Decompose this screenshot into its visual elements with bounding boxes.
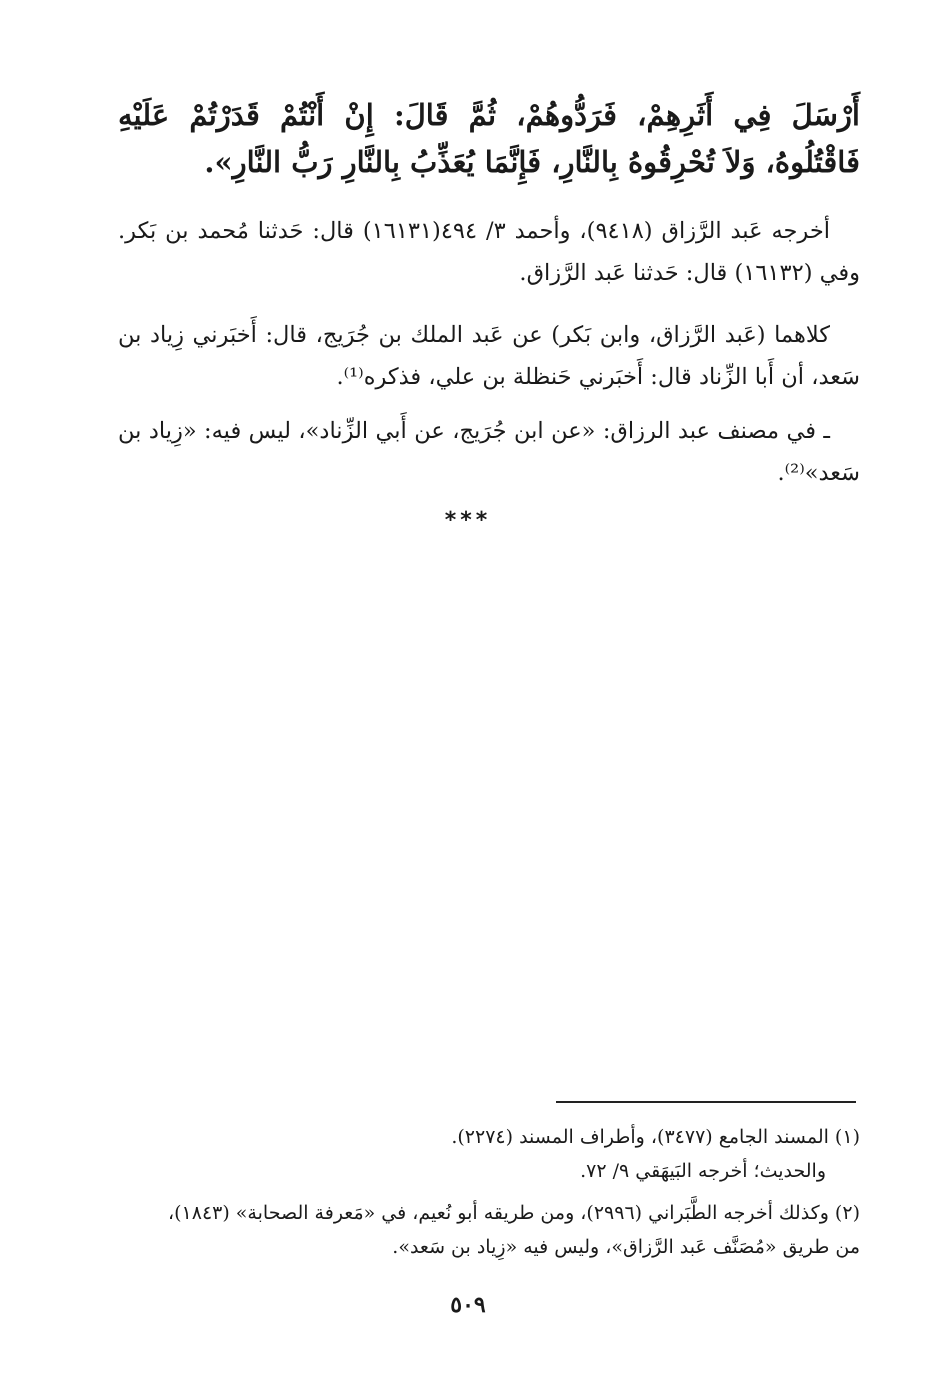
hadith-text xyxy=(118,92,860,186)
footnote-2-line-2: من طريق «مُصَنَّف عَبد الرَّزاق»، وليس فيه «زِياد بن سَعد». xyxy=(392,1236,860,1258)
footnote-divider xyxy=(556,1101,856,1103)
takhrij-paragraph xyxy=(118,210,860,294)
paragraph-3: ـ في مصنف عبد الرزاق: «عن ابن جُرَيج، عن أَبي الزِّناد»، ليس فيه: «زِياد بن سَعد»⁽²⁾. xyxy=(118,418,860,486)
footnote-1-line-2: والحديث؛ أخرجه البَيهَقي ٩/ ٧٢. xyxy=(580,1160,826,1182)
note-paragraph xyxy=(118,410,860,494)
paragraph-1: أخرجه عَبد الرَّزاق (٩٤١٨)، وأحمد ٣/ ٤٩٤(١٦١٣١) قال: حَدثنا مُحمد بن بَكر. وفي (١٦١٣٢) قال: حَدثنا عَبد الرَّزاق. xyxy=(118,218,860,286)
footnote-1 xyxy=(118,1120,860,1188)
section-separator: *** xyxy=(444,508,492,533)
hadith-paragraph: أَرْسَلَ فِي أَثَرِهِمْ، فَرَدُّوهُمْ، ثُمَّ قَالَ: إِنْ أَنْتُمْ قَدَرْتُمْ عَلَيْهِ فَاقْتُلُوهُ، وَلاَ تُحْرِقُوهُ بِالنَّارِ، فَإِنَّمَا يُعَذِّبُ بِالنَّارِ رَبُّ النَّارِ». xyxy=(118,98,860,179)
page-number: ٥٠٩ xyxy=(450,1292,486,1318)
footnote-2-line-1: (٢) وكذلك أخرجه الطَّبَراني (٢٩٩٦)، ومن طريقه أبو نُعيم، في «مَعرفة الصحابة» (١٨٤٣)، xyxy=(167,1202,860,1224)
footnote-2 xyxy=(118,1196,860,1264)
chain-paragraph xyxy=(118,314,860,398)
paragraph-2: كلاهما (عَبد الرَّزاق، وابن بَكر) عن عَبد الملك بن جُرَيج، قال: أَخبَرني زِياد بن سَعد، أن أَبا الزِّناد قال: أَخبَرني حَنظلة بن علي، فذكره⁽¹⁾. xyxy=(118,322,860,390)
footnote-1-line-1: (١) المسند الجامع (٣٤٧٧)، وأطراف المسند (٢٢٧٤). xyxy=(451,1126,860,1148)
